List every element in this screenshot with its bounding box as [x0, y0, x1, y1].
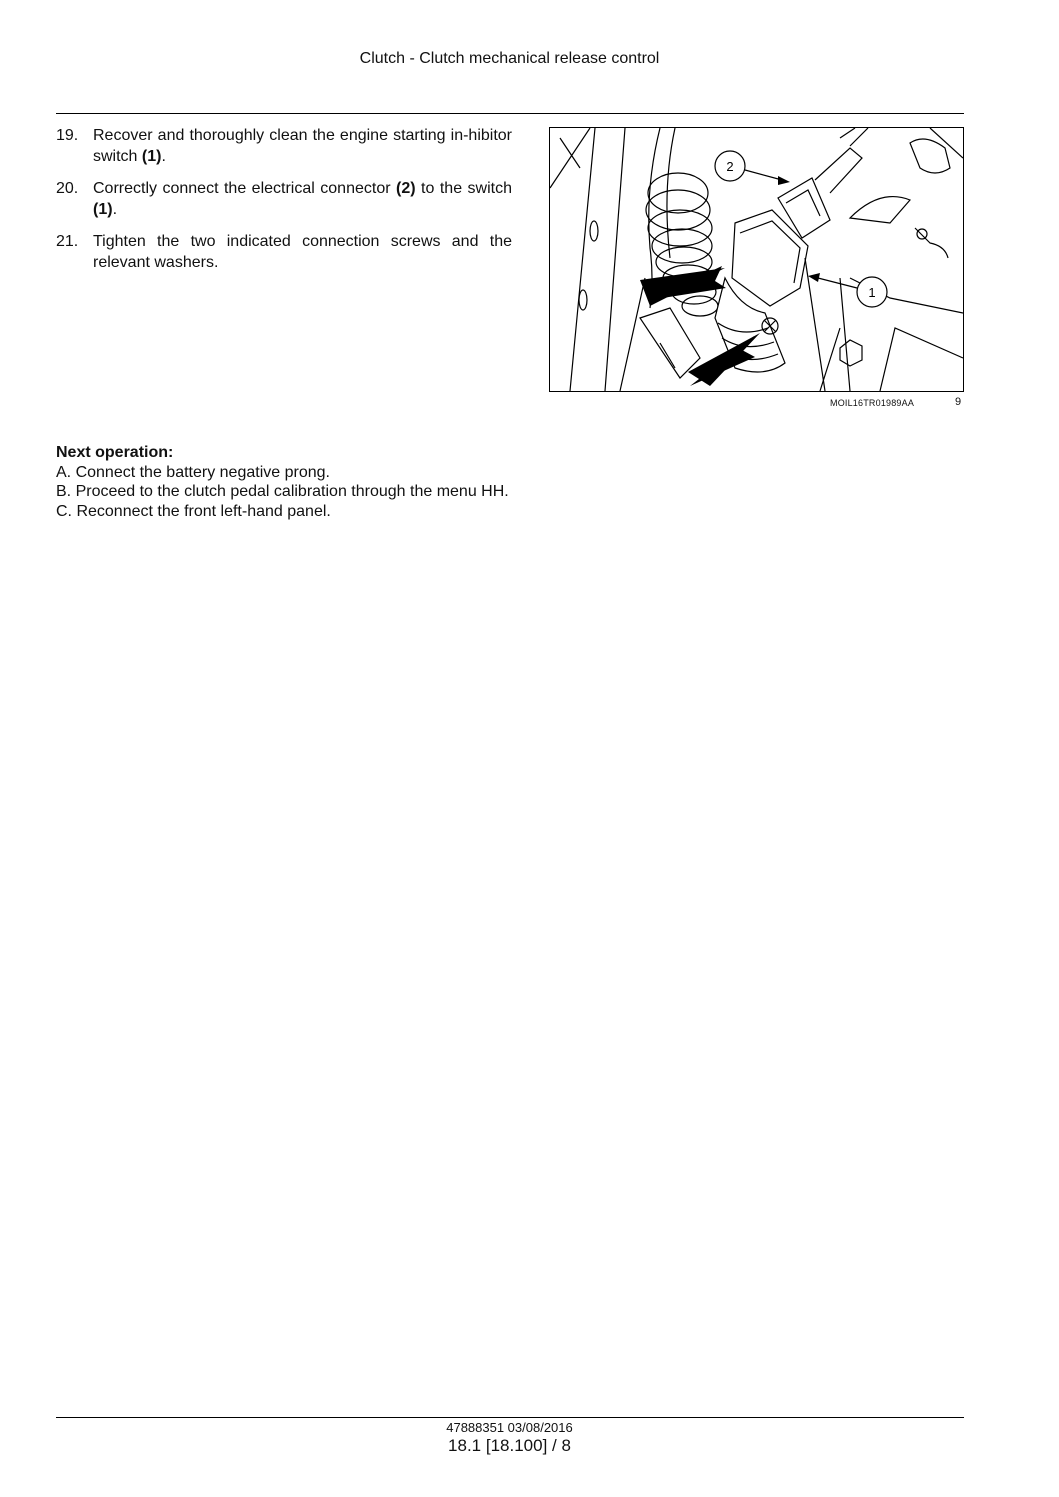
electrical-connector — [778, 128, 868, 238]
figure-code: MOIL16TR01989AA — [830, 398, 915, 408]
step-number: 19. — [56, 127, 79, 144]
step-21 — [56, 232, 512, 273]
callout-label: 2 — [726, 159, 734, 174]
footer-doc-info: 47888351 03/08/2016 — [446, 1420, 573, 1435]
step-number: 20. — [56, 180, 79, 197]
page-header-title: Clutch - Clutch mechanical release control — [359, 50, 660, 67]
step-text: Correctly connect the electrical connector (2) to the switch (1). — [93, 180, 513, 218]
next-operation-item: B. Proceed to the clutch pedal calibration through the menu HH. — [56, 483, 509, 500]
next-operation-title: Next operation: — [56, 444, 174, 461]
callout-label: 1 — [868, 285, 876, 300]
step-19 — [56, 126, 512, 167]
inhibitor-switch — [715, 210, 808, 372]
footer-rule — [56, 1417, 964, 1418]
next-operation-item: A. Connect the battery negative prong. — [56, 463, 330, 481]
step-text: Recover and thoroughly clean the engine starting in-hibitor switch (1). — [93, 127, 512, 165]
callout-2 — [715, 151, 790, 185]
switch-illustration — [549, 127, 964, 392]
figure-number: 9 — [955, 396, 962, 408]
next-operation — [56, 443, 509, 521]
step-20 — [56, 179, 512, 220]
footer-page-number: 18.1 [18.100] / 8 — [448, 1436, 571, 1455]
header-rule — [56, 113, 964, 114]
step-text: Tighten the two indicated connection screws and the relevant washers. — [93, 233, 512, 271]
next-operation-item: C. Reconnect the front left-hand panel. — [56, 502, 331, 520]
callout-1 — [808, 273, 887, 307]
illustration-drawing — [550, 128, 963, 391]
step-number: 21. — [56, 233, 79, 250]
procedure-steps — [56, 126, 512, 285]
